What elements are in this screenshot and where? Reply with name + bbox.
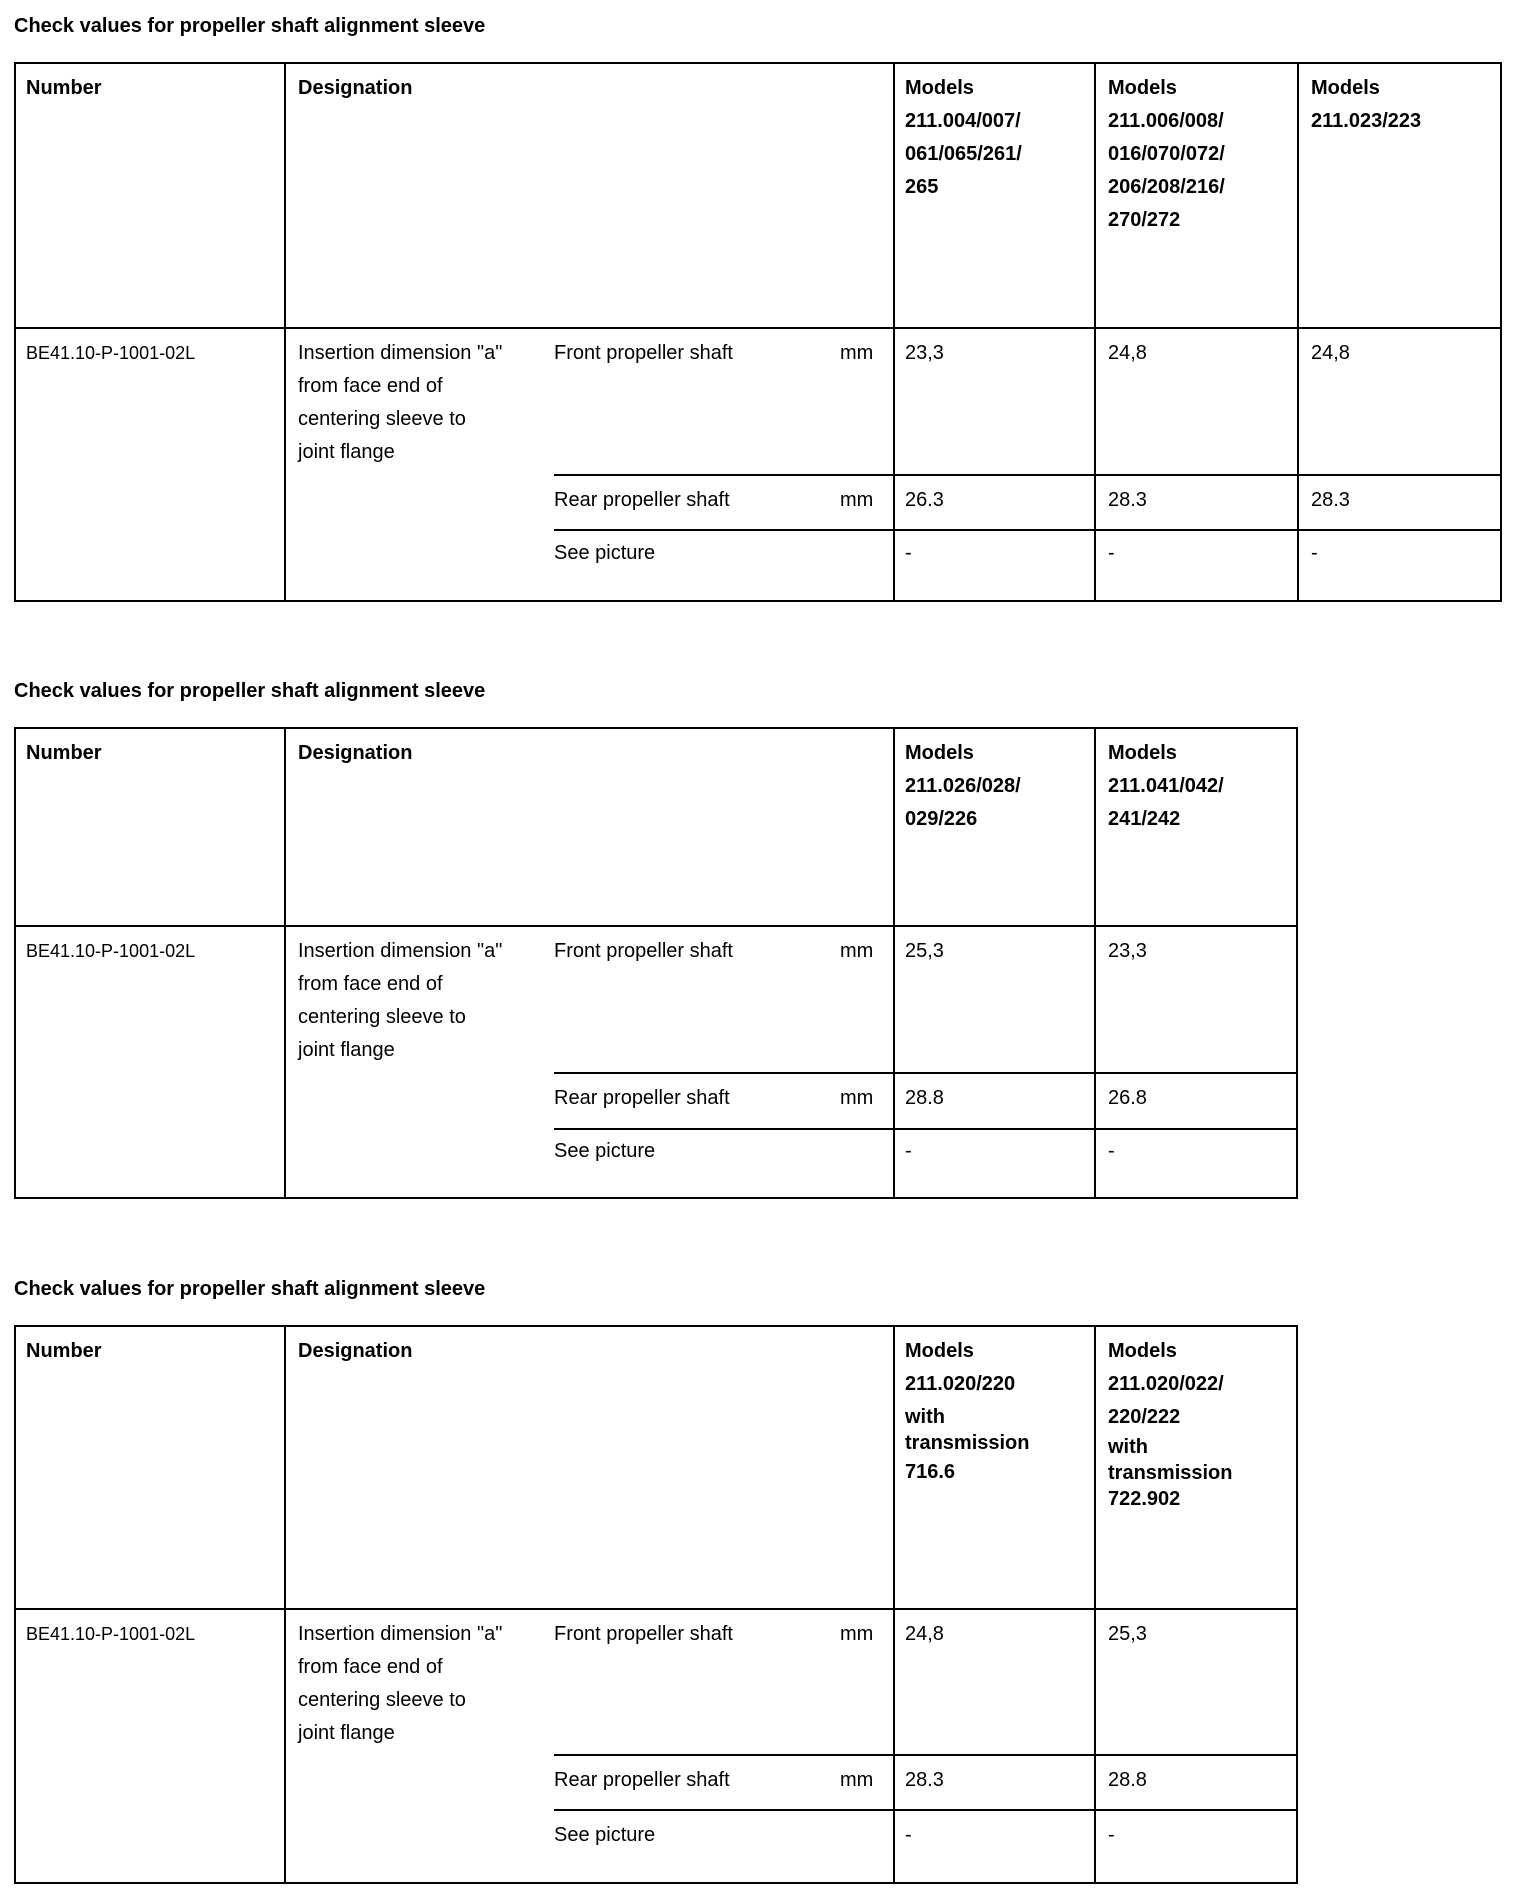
part-number: BE41.10-P-1001-02L <box>26 1624 196 1644</box>
value-rear-col-1: 28.3 <box>905 1769 944 1791</box>
header-models-col-2: Models 211.041/042/ 241/242 <box>1108 742 1224 830</box>
header-models-col-3: Models 211.023/223 <box>1311 77 1422 132</box>
value-see-picture-col-1: - <box>905 542 912 564</box>
value-see-picture-col-3: - <box>1311 542 1318 564</box>
row-divider <box>554 1754 1298 1756</box>
value-front-col-1: 24,8 <box>905 1623 944 1645</box>
row-divider <box>554 474 1502 476</box>
part-number: BE41.10-P-1001-02L <box>26 941 196 961</box>
header-models-col-1: Models 211.020/220 with transmission 716.6 <box>905 1340 1030 1483</box>
row-unit-rear: mm <box>840 489 874 511</box>
header-designation: Designation <box>298 77 413 99</box>
column-divider <box>284 1325 286 1884</box>
value-see-picture-col-2: - <box>1108 1140 1115 1162</box>
row-unit-front: mm <box>840 342 874 364</box>
row-label-see-picture: See picture <box>554 542 656 564</box>
row-unit-front: mm <box>840 940 874 962</box>
value-front-col-3: 24,8 <box>1311 342 1350 364</box>
row-label-see-picture: See picture <box>554 1140 656 1162</box>
section-title: Check values for propeller shaft alignment sleeve <box>14 1278 486 1300</box>
value-front-col-2: 23,3 <box>1108 940 1147 962</box>
header-number: Number <box>26 1340 102 1362</box>
header-models-col-2: Models 211.006/008/ 016/070/072/ 206/208/216/ 270/272 <box>1108 77 1225 231</box>
header-number: Number <box>26 77 102 99</box>
row-label-front: Front propeller shaft <box>554 1623 733 1645</box>
row-unit-rear: mm <box>840 1769 874 1791</box>
column-divider <box>893 1325 895 1884</box>
row-label-rear: Rear propeller shaft <box>554 1769 730 1791</box>
row-label-front: Front propeller shaft <box>554 342 733 364</box>
value-front-col-2: 25,3 <box>1108 1623 1147 1645</box>
value-rear-col-2: 26.8 <box>1108 1087 1147 1109</box>
column-divider <box>1297 62 1299 602</box>
row-unit-rear: mm <box>840 1087 874 1109</box>
row-divider <box>14 327 1502 329</box>
value-rear-col-1: 28.8 <box>905 1087 944 1109</box>
header-designation: Designation <box>298 1340 413 1362</box>
row-divider <box>554 1809 1298 1811</box>
value-rear-col-1: 26.3 <box>905 489 944 511</box>
section-title: Check values for propeller shaft alignment sleeve <box>14 15 486 37</box>
column-divider <box>284 62 286 602</box>
value-rear-col-2: 28.8 <box>1108 1769 1147 1791</box>
column-divider <box>284 727 286 1199</box>
value-front-col-1: 25,3 <box>905 940 944 962</box>
header-models-col-2: Models 211.020/022/ 220/222 with transmission 722.902 <box>1108 1340 1233 1510</box>
header-designation: Designation <box>298 742 413 764</box>
value-front-col-2: 24,8 <box>1108 342 1147 364</box>
column-divider <box>1094 62 1096 602</box>
row-label-rear: Rear propeller shaft <box>554 489 730 511</box>
row-divider <box>554 529 1502 531</box>
row-label-see-picture: See picture <box>554 1824 656 1846</box>
designation-text: Insertion dimension "a" from face end of centering sleeve to joint flange <box>298 940 503 1061</box>
header-number: Number <box>26 742 102 764</box>
row-unit-front: mm <box>840 1623 874 1645</box>
designation-text: Insertion dimension "a" from face end of centering sleeve to joint flange <box>298 342 503 463</box>
row-divider <box>14 925 1298 927</box>
table-frame <box>14 1325 1298 1884</box>
header-models-col-1: Models 211.004/007/ 061/065/261/ 265 <box>905 77 1022 198</box>
part-number: BE41.10-P-1001-02L <box>26 343 196 363</box>
column-divider <box>893 62 895 602</box>
row-label-rear: Rear propeller shaft <box>554 1087 730 1109</box>
designation-text: Insertion dimension "a" from face end of centering sleeve to joint flange <box>298 1623 503 1744</box>
header-models-col-1: Models 211.026/028/ 029/226 <box>905 742 1021 830</box>
section-title: Check values for propeller shaft alignment sleeve <box>14 680 486 702</box>
value-front-col-1: 23,3 <box>905 342 944 364</box>
row-divider <box>554 1128 1298 1130</box>
value-rear-col-3: 28.3 <box>1311 489 1350 511</box>
row-divider <box>14 1608 1298 1610</box>
value-see-picture-col-2: - <box>1108 1824 1115 1846</box>
value-see-picture-col-1: - <box>905 1140 912 1162</box>
row-label-front: Front propeller shaft <box>554 940 733 962</box>
value-see-picture-col-2: - <box>1108 542 1115 564</box>
value-see-picture-col-1: - <box>905 1824 912 1846</box>
value-rear-col-2: 28.3 <box>1108 489 1147 511</box>
row-divider <box>554 1072 1298 1074</box>
column-divider <box>1094 1325 1096 1884</box>
